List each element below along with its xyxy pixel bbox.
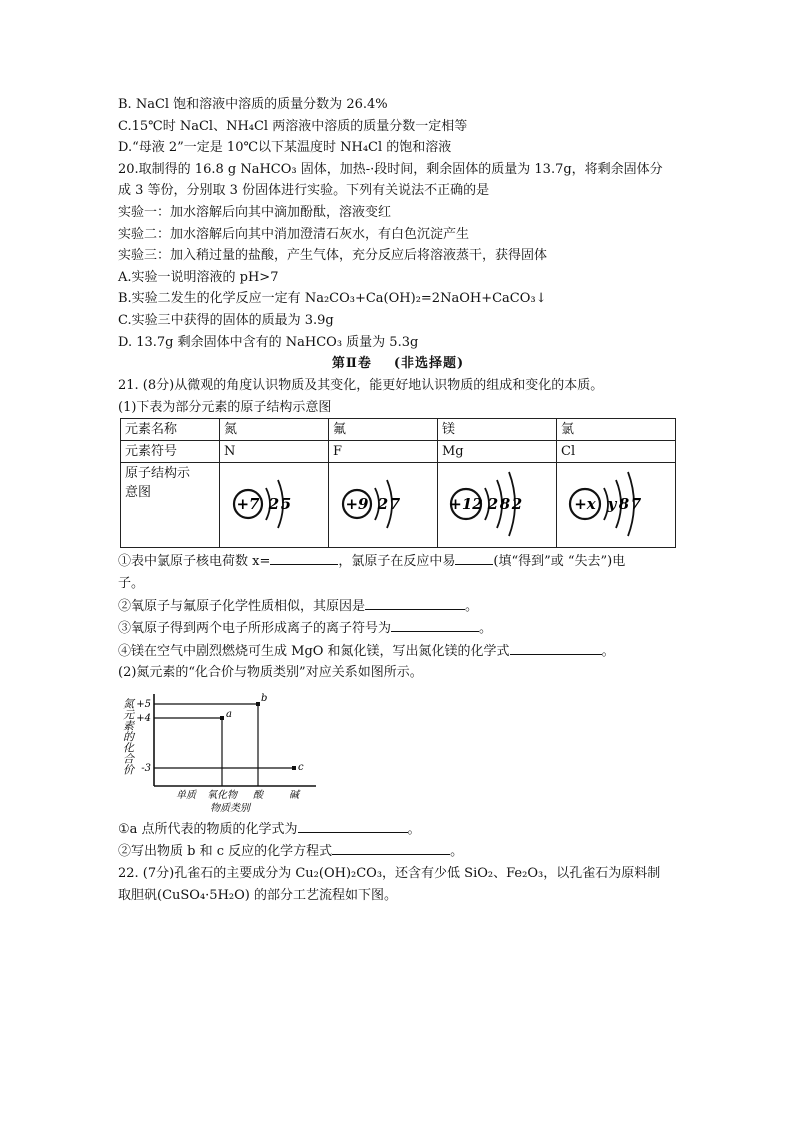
y-axis-label: 氮元素的化合价	[121, 697, 135, 775]
chlorine-atom-diagram	[561, 466, 671, 542]
row-label-diagram: 原子结构示 意图	[121, 463, 220, 548]
section-subtitle: (非选择题)	[393, 356, 465, 372]
atom-diagram-cell	[438, 463, 557, 548]
atom-structure-table	[120, 418, 676, 548]
shell-electrons: 8	[618, 495, 630, 514]
section-title: 第Ⅱ卷	[331, 356, 372, 372]
experiment-1: 实验一：加水溶解后向其中滴加酚酞，溶液变红	[118, 204, 392, 220]
q21-item-6: ②写出物质 b 和 c 反应的化学方程式 。	[118, 840, 678, 863]
nucleus-label: +12	[449, 495, 483, 514]
option-b-line: B. NaCl 饱和溶液中溶质的质量分数为 26.4%	[118, 97, 388, 112]
nucleus-label: +7	[236, 495, 260, 514]
answer-blank[interactable]	[298, 818, 408, 833]
element-name: 氟	[329, 419, 438, 441]
answer-blank[interactable]	[391, 617, 479, 632]
row-label-name: 元素名称	[121, 419, 220, 441]
exam-page	[118, 94, 678, 906]
shell-electrons: 8	[499, 495, 511, 514]
element-name: 氮	[220, 419, 329, 441]
shell-electrons: 7	[630, 495, 642, 514]
question-22-stem-cont: 取胆矾(CuSO₄·5H₂O) 的部分工艺流程如下图。	[118, 887, 397, 903]
shell-electrons: 2	[268, 495, 280, 514]
element-symbol: Cl	[557, 441, 676, 463]
element-symbol: F	[329, 441, 438, 463]
shell-electrons: 2	[377, 495, 389, 514]
q20-option-a: A.实验一说明溶液的 pH>7	[118, 269, 279, 285]
x-tick: 碱	[289, 789, 299, 801]
element-name: 氯	[557, 419, 676, 441]
shell-electrons: 7	[389, 495, 401, 514]
answer-blank[interactable]	[455, 550, 493, 565]
table-row	[121, 463, 676, 548]
nucleus-label: +x	[574, 495, 596, 514]
shell-electrons: 2	[487, 495, 499, 514]
question-20-stem: 20.取制得的 16.8 g NaHCO₃ 固体，加热-·段时间，剩余固体的质量为 13.7g，将剩余固体分	[118, 161, 663, 177]
question-21-part2: (2)氮元素的“化合价与物质类别”对应关系如图所示。	[118, 665, 423, 681]
table-row	[121, 441, 676, 463]
question-21-part1: (1)下表为部分元素的原子结构示意图	[118, 399, 332, 415]
answer-blank[interactable]	[365, 595, 465, 610]
y-tick: +4	[136, 712, 151, 724]
answer-blank[interactable]	[270, 550, 338, 565]
q21-item-1: ①表中氯原子核电荷数 x= ，氯原子在反应中易 (填“得到”或 “失去”)电	[118, 550, 678, 573]
question-21-stem: 21. (8分)从微观的角度认识物质及其变化，能更好地认识物质的组成和变化的本质。	[118, 378, 604, 394]
q21-item-1-cont: 子。	[118, 575, 145, 591]
point-b	[256, 702, 260, 706]
magnesium-atom-diagram	[442, 466, 552, 542]
point-a	[220, 716, 224, 720]
nitrogen-atom-diagram	[224, 466, 324, 542]
shell-electrons: y	[607, 495, 617, 514]
valence-category-graph	[118, 690, 338, 814]
y-tick: -3	[141, 762, 151, 774]
option-c-line: C.15℃时 NaCl、NH₄Cl 两溶液中溶质的质量分数一定相等	[118, 118, 468, 134]
point-c	[292, 766, 296, 770]
q21-item-3: ③氧原子得到两个电子所形成离子的离子符号为 。	[118, 617, 678, 640]
fluorine-atom-diagram	[333, 466, 433, 542]
point-label: c	[298, 761, 304, 773]
x-tick: 单质	[176, 789, 196, 801]
answer-blank[interactable]	[332, 840, 450, 855]
question-20-stem-cont: 成 3 等份，分别取 3 份固体进行实验。下列有关说法不正确的是	[118, 183, 490, 199]
option-d-line: D.“母液 2”一定是 10℃以下某温度时 NH₄Cl 的饱和溶液	[118, 140, 452, 156]
experiment-2: 实验二：加水溶解后向其中消加澄清石灰水，有白色沉淀产生	[118, 226, 470, 242]
point-label: a	[226, 708, 232, 720]
q20-option-c: C.实验三中获得的固体的质最为 3.9g	[118, 312, 334, 328]
shell-electrons: 2	[511, 495, 523, 514]
point-label: b	[261, 692, 268, 704]
atom-diagram-cell	[329, 463, 438, 548]
x-tick: 氧化物	[207, 789, 237, 801]
element-symbol: Mg	[438, 441, 557, 463]
table-row	[121, 419, 676, 441]
q21-item-4: ④镁在空气中剧烈燃烧可生成 MgO 和氮化镁，写出氮化镁的化学式 。	[118, 640, 678, 663]
q21-item-2: ②氧原子与氟原子化学性质相似，其原因是 。	[118, 595, 678, 618]
row-label-symbol: 元素符号	[121, 441, 220, 463]
x-tick: 酸	[253, 789, 263, 801]
answer-blank[interactable]	[510, 640, 602, 655]
element-symbol: N	[220, 441, 329, 463]
q20-option-b: B.实验二发生的化学反应一定有 Na₂CO₃+Ca(OH)₂=2NaOH+CaCO₃↓	[118, 291, 547, 307]
question-22-stem: 22. (7分)孔雀石的主要成分为 Cu₂(OH)₂CO₃，还含有少低 SiO₂、Fe₂O₃，以孔雀石为原料制	[118, 866, 661, 882]
shell-electrons: 5	[280, 495, 292, 514]
nucleus-label: +9	[345, 495, 369, 514]
atom-diagram-cell	[557, 463, 676, 548]
element-name: 镁	[438, 419, 557, 441]
y-tick: +5	[136, 698, 151, 710]
x-axis-label: 物质类别	[210, 802, 250, 814]
section-heading	[118, 353, 678, 375]
q20-option-d: D. 13.7g 剩余固体中含有的 NaHCO₃ 质量为 5.3g	[118, 334, 419, 350]
q21-item-5: ①a 点所代表的物质的化学式为 。	[118, 818, 678, 841]
experiment-3: 实验三：加入稍过量的盐酸，产生气体，充分反应后将溶液蒸干，获得固体	[118, 248, 548, 264]
atom-diagram-cell	[220, 463, 329, 548]
